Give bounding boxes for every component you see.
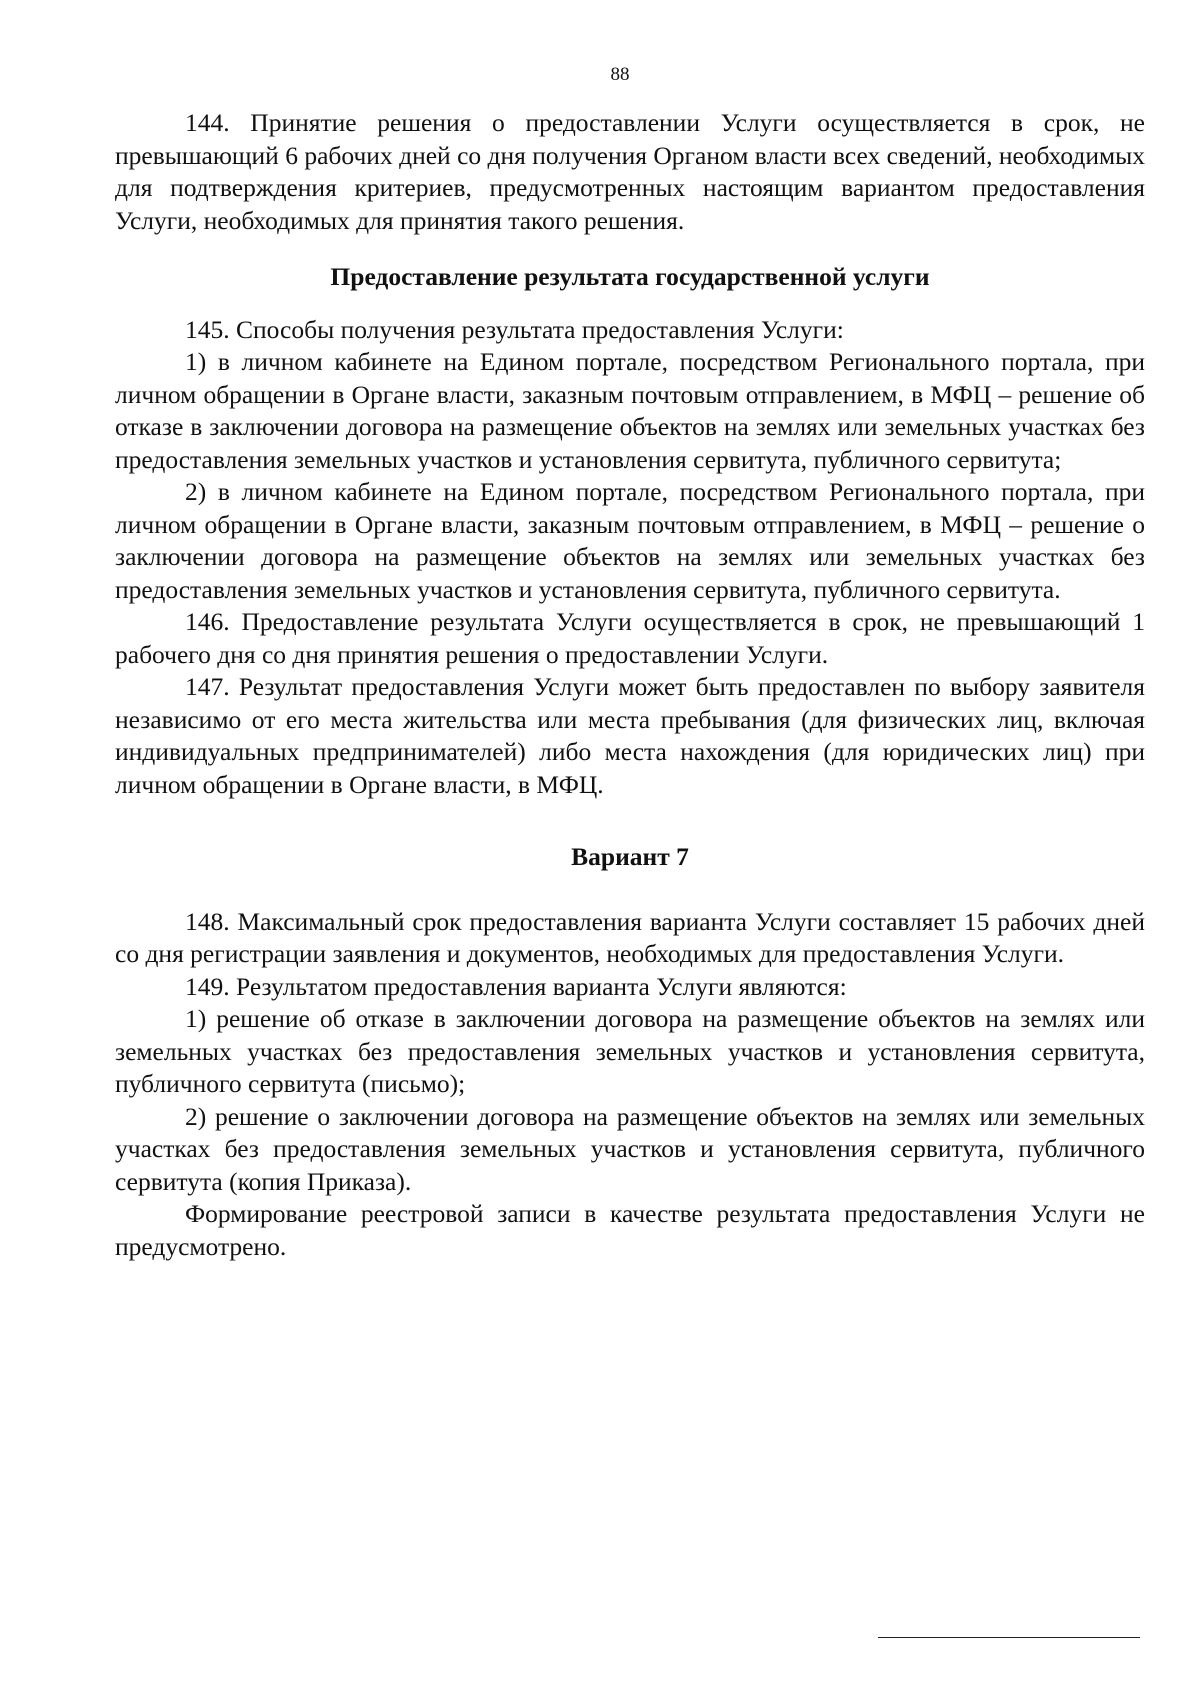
- paragraph-146: 146. Предоставление результата Услуги осуществляется в срок, не превышающий 1 рабочего дня со дня принятия решения о предоставлении Услуги.: [115, 607, 1145, 669]
- paragraph-147: 147. Результат предоставления Услуги может быть предоставлен по выбору заявителя независимо от его места жительства или места пребывания (для физических лиц, включая индивидуальных предпринимателей) либо места нахождения (для юридических лиц) при личном обращении в Органе власти, в МФЦ.: [115, 672, 1145, 799]
- paragraph-149-item-1: 1) решение об отказе в заключении договора на размещение объектов на землях или земельных участках без предоставления земельных участков и установления сервитута, публичного сервитута (письмо);: [115, 1004, 1145, 1098]
- document-body: [115, 107, 1145, 1263]
- paragraph-registry-record: Формирование реестровой записи в качестве результата предоставления Услуги не предусмотрено.: [115, 1199, 1145, 1261]
- paragraph-145: 145. Способы получения результата предоставления Услуги:: [185, 314, 844, 344]
- section-heading-result: Предоставление результата государственной услуги: [330, 262, 930, 291]
- paragraph-149-item-2: 2) решение о заключении договора на размещение объектов на землях или земельных участках без предоставления земельных участков и установления сервитута, публичного сервитута (копия Приказа).: [115, 1101, 1145, 1196]
- paragraph-149: 149. Результатом предоставления варианта Услуги являются:: [185, 971, 847, 1001]
- paragraph-148: 148. Максимальный срок предоставления варианта Услуги составляет 15 рабочих дней со дня регистрации заявления и документов, необходимых для предоставления Услуги.: [115, 906, 1145, 968]
- footer-rule: [878, 1637, 1140, 1638]
- paragraph-145-item-2: 2) в личном кабинете на Едином портале, посредством Регионального портала, при личном обращении в Органе власти, заказным почтовым отправлением, в МФЦ – решение о заключении договора на размещение объектов на землях или земельных участках без предоставления земельных участков и установления сервитута, публичного сервитута.: [115, 477, 1145, 604]
- paragraph-145-item-1: 1) в личном кабинете на Едином портале, посредством Регионального портала, при личном обращении в Органе власти, заказным почтовым отправлением, в МФЦ – решение об отказе в заключении договора на размещение объектов на землях или земельных участках без предоставления земельных участков и установления сервитута, публичного сервитута;: [115, 347, 1145, 474]
- paragraph-144: 144. Принятие решения о предоставлении Услуги осуществляется в срок, не превышающий 6 рабочих дней со дня получения Органом власти всех сведений, необходимых для подтверждения критериев, предусмотренных настоящим вариантом предоставления Услуги, необходимых для принятия такого решения.: [115, 108, 1145, 235]
- page-number: 88: [610, 64, 630, 85]
- section-heading-variant-7: Вариант 7: [571, 842, 689, 871]
